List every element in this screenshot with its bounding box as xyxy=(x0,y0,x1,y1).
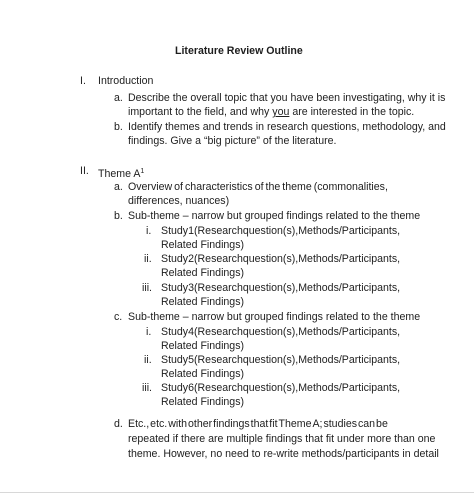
word: Study xyxy=(161,225,189,237)
word: etc. xyxy=(150,418,168,430)
item-marker: a. xyxy=(114,92,123,104)
word: question(s), xyxy=(242,354,299,366)
word: (Research xyxy=(194,225,243,237)
word: (Research xyxy=(194,253,243,265)
underlined-word: you xyxy=(272,106,290,118)
word: of xyxy=(254,181,264,193)
item-marker: b. xyxy=(114,210,123,222)
word: Study xyxy=(161,253,189,265)
study-text-justified xyxy=(161,282,401,295)
word: Study xyxy=(161,326,189,338)
item-text: Describe the overall topic that you have been investigating, why it is xyxy=(128,92,446,104)
page-edge-divider xyxy=(0,492,474,493)
study-text: Related Findings) xyxy=(161,267,245,279)
item-text-justified xyxy=(128,418,388,431)
word: the xyxy=(265,181,281,193)
word: 1 xyxy=(188,225,194,237)
item-text xyxy=(128,106,414,119)
word: (Research xyxy=(194,326,243,338)
item-marker: b. xyxy=(114,121,123,133)
heading-text: Theme A xyxy=(98,168,141,180)
study-text-justified xyxy=(161,326,401,339)
study-text: Related Findings) xyxy=(161,340,245,352)
word: studies xyxy=(323,418,358,430)
word: Theme xyxy=(278,418,312,430)
word: findings xyxy=(213,418,250,430)
word: question(s), xyxy=(242,382,299,394)
study-text-justified xyxy=(161,354,401,367)
text-run: important to the field, and why xyxy=(128,106,273,118)
study-text-justified xyxy=(161,382,401,395)
item-text: repeated if there are multiple findings that fit under more than one xyxy=(128,433,436,445)
section-numeral: II. xyxy=(80,165,89,177)
item-text: differences, nuances) xyxy=(128,195,230,207)
word: characteristics xyxy=(185,181,253,193)
word: question(s), xyxy=(242,253,299,265)
word: theme xyxy=(282,181,312,193)
word: 5 xyxy=(188,354,194,366)
word: 3 xyxy=(188,282,194,294)
word: Etc., xyxy=(128,418,150,430)
study-text-justified xyxy=(161,253,401,266)
item-text-justified xyxy=(128,181,388,194)
item-text: Sub-theme – narrow but grouped findings related to the theme xyxy=(128,311,421,323)
word: A; xyxy=(312,418,323,430)
study-text: Related Findings) xyxy=(161,296,245,308)
study-text: Related Findings) xyxy=(161,239,245,251)
page-title: Literature Review Outline xyxy=(175,45,303,57)
item-text: theme. However, no need to re-write methods/participants in detail xyxy=(128,448,439,460)
word: (commonalities, xyxy=(313,181,388,193)
word: of xyxy=(174,181,183,193)
study-marker: ii. xyxy=(144,354,152,366)
item-marker: d. xyxy=(114,418,123,430)
study-marker: i. xyxy=(146,326,152,338)
word: 2 xyxy=(188,253,194,265)
item-text: findings. Give a “big picture” of the literature. xyxy=(128,135,337,147)
word: question(s), xyxy=(242,326,299,338)
item-marker: a. xyxy=(114,181,123,193)
study-text: Related Findings) xyxy=(161,396,245,408)
word: Methods/Participants, xyxy=(298,354,401,366)
section-numeral: I. xyxy=(80,75,86,87)
study-text: Related Findings) xyxy=(161,368,245,380)
text-run: are interested in the topic. xyxy=(289,106,415,118)
word: Study xyxy=(161,282,189,294)
word: fit xyxy=(269,418,278,430)
study-marker: iii. xyxy=(142,282,153,294)
word: other xyxy=(188,418,213,430)
word: Methods/Participants, xyxy=(298,253,401,265)
study-marker: i. xyxy=(146,225,152,237)
word: 6 xyxy=(188,382,194,394)
section-heading xyxy=(98,165,144,181)
word: Methods/Participants, xyxy=(298,382,401,394)
word: that xyxy=(250,418,269,430)
word: Methods/Participants, xyxy=(298,326,401,338)
word: Methods/Participants, xyxy=(298,225,401,237)
item-marker: c. xyxy=(114,311,123,323)
item-text: Identify themes and trends in research questions, methodology, and xyxy=(128,121,446,133)
section-heading: Introduction xyxy=(98,75,154,87)
footnote-marker: 1 xyxy=(140,168,145,175)
word: (Research xyxy=(194,282,243,294)
word: with xyxy=(168,418,188,430)
word: Overview xyxy=(128,181,173,193)
study-marker: ii. xyxy=(144,253,152,265)
word: question(s), xyxy=(242,282,299,294)
study-text-justified xyxy=(161,225,401,238)
word: 4 xyxy=(188,326,194,338)
word: question(s), xyxy=(242,225,299,237)
study-marker: iii. xyxy=(142,382,153,394)
word: Study xyxy=(161,354,189,366)
word: (Research xyxy=(194,382,243,394)
item-text: Sub-theme – narrow but grouped findings related to the theme xyxy=(128,210,421,222)
word: Methods/Participants, xyxy=(298,282,401,294)
word: be xyxy=(376,418,388,430)
word: Study xyxy=(161,382,189,394)
word: can xyxy=(357,418,376,430)
word: (Research xyxy=(194,354,243,366)
